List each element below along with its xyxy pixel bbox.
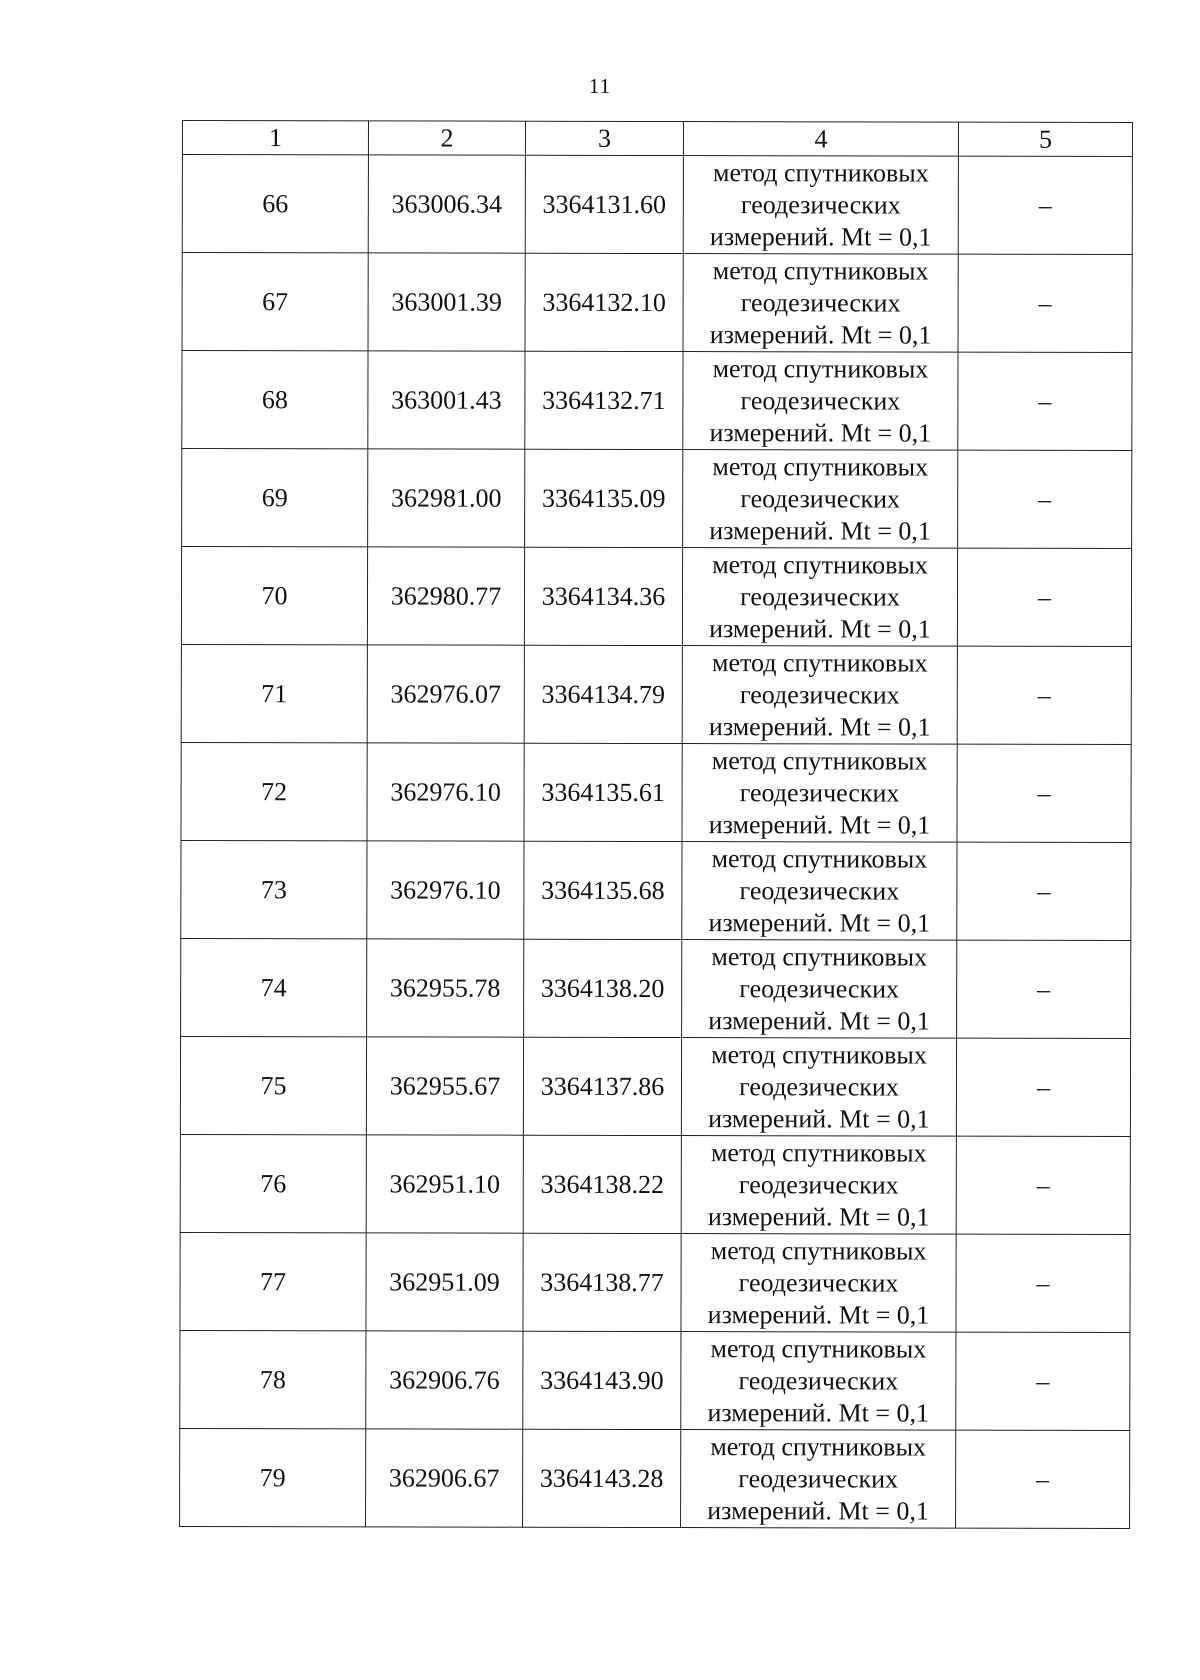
method-cell — [683, 352, 958, 451]
table-row — [180, 1232, 1130, 1332]
col5-cell: – — [958, 156, 1132, 254]
x-coordinate-cell: 363001.39 — [368, 253, 525, 351]
method-line-2: геодезических — [740, 287, 901, 318]
col5-cell: – — [957, 548, 1131, 646]
method-cell — [683, 450, 958, 549]
header-col-3: 3 — [525, 121, 683, 155]
table-row — [180, 1428, 1130, 1528]
method-cell — [681, 1234, 956, 1333]
col5-cell: – — [958, 254, 1132, 352]
col5-cell: – — [956, 1332, 1130, 1430]
method-cell — [683, 156, 958, 255]
method-cell — [682, 548, 957, 647]
y-coordinate-cell: 3364134.36 — [524, 547, 682, 645]
table-body — [180, 155, 1133, 1529]
table-row — [180, 1134, 1130, 1234]
x-coordinate-cell: 362906.67 — [366, 1429, 523, 1527]
x-coordinate-cell: 362980.77 — [367, 547, 524, 645]
method-line-2: геодезических — [739, 1071, 899, 1102]
y-coordinate-cell: 3364143.28 — [523, 1429, 681, 1527]
col5-cell: – — [956, 1038, 1130, 1136]
method-line-3: измерений. Mt = 0,1 — [708, 1005, 930, 1036]
col5-cell: – — [957, 744, 1131, 842]
method-line-3: измерений. Mt = 0,1 — [708, 1103, 930, 1134]
x-coordinate-cell: 362951.09 — [366, 1233, 523, 1331]
method-line-2: геодезических — [740, 385, 901, 416]
method-line-2: геодезических — [740, 483, 901, 514]
method-cell — [682, 744, 957, 843]
method-line-3: измерений. Mt = 0,1 — [709, 319, 932, 350]
method-line-2: геодезических — [739, 679, 900, 710]
coordinates-table — [179, 120, 1133, 1529]
method-line-3: измерений. Mt = 0,1 — [708, 711, 931, 742]
y-coordinate-cell: 3364135.68 — [524, 841, 682, 939]
point-number-cell: 67 — [182, 253, 368, 351]
method-cell — [681, 1430, 956, 1529]
y-coordinate-cell: 3364131.60 — [525, 155, 683, 253]
method-line-1: метод спутниковых — [711, 1039, 927, 1070]
method-line-1: метод спутниковых — [713, 157, 929, 188]
method-line-1: метод спутниковых — [712, 549, 928, 580]
table-row — [181, 742, 1131, 842]
method-line-1: метод спутниковых — [712, 451, 929, 482]
x-coordinate-cell: 362976.10 — [367, 841, 524, 939]
x-coordinate-cell: 362955.67 — [366, 1037, 523, 1135]
method-line-1: метод спутниковых — [712, 255, 929, 286]
point-number-cell: 68 — [182, 351, 368, 449]
method-line-1: метод спутниковых — [710, 1333, 927, 1364]
point-number-cell: 75 — [180, 1036, 366, 1134]
method-line-1: метод спутниковых — [710, 1431, 927, 1462]
header-col-2: 2 — [368, 121, 525, 155]
x-coordinate-cell: 362976.10 — [367, 743, 524, 841]
point-number-cell: 76 — [180, 1134, 366, 1232]
method-line-2: геодезических — [739, 973, 900, 1004]
col5-cell: – — [956, 1136, 1130, 1234]
method-line-2: геодезических — [738, 1365, 899, 1396]
method-line-3: измерений. Mt = 0,1 — [707, 1201, 930, 1232]
table-row — [181, 644, 1131, 744]
method-line-1: метод спутниковых — [711, 745, 928, 776]
page-number: 11 — [588, 74, 612, 98]
method-line-3: измерений. Mt = 0,1 — [708, 907, 931, 938]
header-col-1: 1 — [182, 121, 368, 155]
table-row — [182, 155, 1132, 255]
point-number-cell: 69 — [182, 449, 368, 547]
method-cell — [681, 1332, 956, 1431]
x-coordinate-cell: 362955.78 — [367, 939, 524, 1037]
y-coordinate-cell: 3364137.86 — [523, 1037, 681, 1135]
y-coordinate-cell: 3364132.71 — [525, 351, 683, 449]
point-number-cell: 66 — [182, 155, 368, 253]
table-row — [181, 840, 1131, 940]
y-coordinate-cell: 3364132.10 — [525, 253, 683, 351]
table-header — [182, 121, 1132, 157]
method-line-2: геодезических — [738, 1267, 899, 1298]
x-coordinate-cell: 363006.34 — [368, 155, 525, 253]
header-row — [182, 121, 1132, 157]
y-coordinate-cell: 3364135.61 — [524, 743, 682, 841]
table-row — [182, 449, 1132, 549]
method-line-2: геодезических — [738, 1169, 899, 1200]
table-row — [180, 1330, 1130, 1430]
x-coordinate-cell: 362951.10 — [366, 1135, 523, 1233]
x-coordinate-cell: 362976.07 — [367, 645, 524, 743]
col5-cell: – — [958, 450, 1132, 548]
method-line-3: измерений. Mt = 0,1 — [707, 1495, 929, 1526]
y-coordinate-cell: 3364135.09 — [525, 449, 683, 547]
method-line-3: измерений. Mt = 0,1 — [707, 1299, 930, 1330]
header-col-5: 5 — [958, 122, 1132, 156]
y-coordinate-cell: 3364143.90 — [523, 1331, 681, 1429]
point-number-cell: 77 — [180, 1232, 366, 1330]
y-coordinate-cell: 3364134.79 — [524, 645, 682, 743]
col5-cell: – — [957, 646, 1131, 744]
method-cell — [683, 254, 958, 353]
table-row — [181, 547, 1131, 647]
col5-cell: – — [958, 352, 1132, 450]
method-line-2: геодезических — [739, 875, 900, 906]
x-coordinate-cell: 362906.76 — [366, 1331, 523, 1429]
col5-cell: – — [956, 1430, 1130, 1528]
method-line-3: измерений. Mt = 0,1 — [709, 613, 931, 644]
table-row — [181, 938, 1131, 1038]
method-line-2: геодезических — [739, 777, 900, 808]
point-number-cell: 70 — [181, 547, 367, 645]
point-number-cell: 79 — [180, 1428, 366, 1526]
col5-cell: – — [957, 842, 1131, 940]
method-cell — [681, 1136, 956, 1235]
table-row — [182, 253, 1132, 353]
point-number-cell: 71 — [181, 644, 367, 742]
method-line-2: геодезических — [740, 189, 901, 220]
method-cell — [681, 1038, 956, 1137]
col5-cell: – — [956, 1234, 1130, 1332]
point-number-cell: 78 — [180, 1330, 366, 1428]
point-number-cell: 74 — [181, 938, 367, 1036]
method-line-2: геодезических — [738, 1463, 899, 1494]
header-col-4: 4 — [683, 122, 958, 157]
method-line-1: метод спутниковых — [711, 941, 928, 972]
col5-cell: – — [957, 940, 1131, 1038]
y-coordinate-cell: 3364138.22 — [523, 1135, 681, 1233]
point-number-cell: 73 — [181, 840, 367, 938]
method-cell — [682, 940, 957, 1039]
method-line-2: геодезических — [740, 581, 900, 612]
x-coordinate-cell: 362981.00 — [368, 449, 525, 547]
y-coordinate-cell: 3364138.20 — [524, 939, 682, 1037]
table-row — [180, 1036, 1130, 1136]
method-line-1: метод спутниковых — [712, 353, 929, 384]
method-line-3: измерений. Mt = 0,1 — [709, 417, 932, 448]
method-line-1: метод спутниковых — [711, 647, 928, 678]
table-row — [182, 351, 1132, 451]
method-cell — [682, 842, 957, 941]
method-line-1: метод спутниковых — [710, 1235, 927, 1266]
y-coordinate-cell: 3364138.77 — [523, 1233, 681, 1331]
method-line-1: метод спутниковых — [711, 843, 928, 874]
x-coordinate-cell: 363001.43 — [368, 351, 525, 449]
point-number-cell: 72 — [181, 742, 367, 840]
method-line-3: измерений. Mt = 0,1 — [709, 221, 932, 252]
method-line-3: измерений. Mt = 0,1 — [707, 1397, 930, 1428]
method-line-1: метод спутниковых — [710, 1137, 927, 1168]
method-line-3: измерений. Mt = 0,1 — [709, 515, 931, 546]
method-line-3: измерений. Mt = 0,1 — [708, 809, 931, 840]
method-cell — [682, 646, 957, 745]
